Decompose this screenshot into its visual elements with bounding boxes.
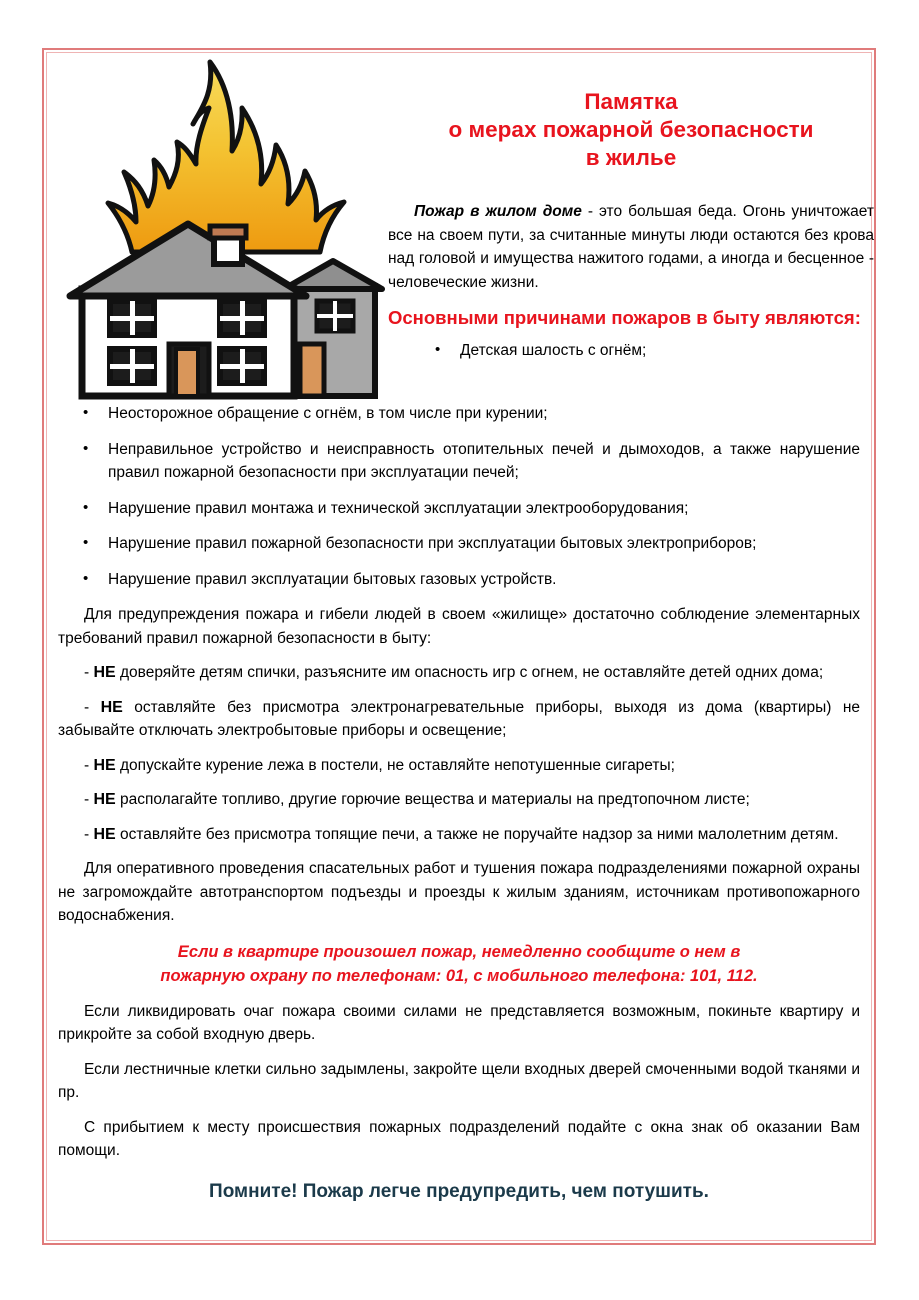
emergency-line-1: Если в квартире произошел пожар, немедленно сообщите о нем в: [177, 942, 741, 961]
intro-rest: - это большая беда. Огонь уничтожает все на своем пути, за считанные минуты люди остаются без крова над головой и имущества нажитого годами, а иногда и бесценное - человеческие жизни.: [388, 203, 874, 291]
list-item: • Неосторожное обращение с огнём, в том числе при курении;: [58, 402, 860, 426]
remember-slogan: Помните! Пожар легче предупредить, чем потушить.: [209, 1180, 709, 1202]
ne-item-4: - НЕ располагайте топливо, другие горючие вещества и материалы на предтопочном листе;: [84, 791, 750, 808]
emergency-text-a: пожарную охрану по телефонам:: [160, 966, 446, 985]
emergency-phone-mobile: 101, 112: [690, 966, 754, 985]
ne-text: располагайте топливо, другие горючие вещества и материалы на предтопочном листе;: [115, 791, 750, 808]
causes-list-first: [388, 339, 874, 363]
emergency-line-2: [58, 964, 860, 988]
emergency-callout: [58, 940, 860, 988]
ne-item-2: - НЕ оставляйте без присмотра электронагревательные приборы, выходя из дома (квартиры) не забывайте отключать электробытовые приборы и освещение;: [58, 698, 861, 739]
access-paragraph: Для оперативного проведения спасательных работ и тушения пожара подразделениями пожарной охраны не загромождайте автотранспортом подъезды и проезды к жилым зданиям, источникам противопожарного водоснабжения.: [58, 860, 860, 924]
title-line-1: Памятка: [584, 89, 678, 114]
ne-text: оставляйте без присмотра топящие печи, а также не поручайте надзор за ними малолетним детям.: [115, 825, 839, 843]
ne-item-1: - НЕ доверяйте детям спички, разъясните им опасность игр с огнем, не оставляйте детей одних дома;: [84, 664, 824, 681]
ne-label: НЕ: [93, 756, 116, 774]
list-item: • Детская шалость с огнём;: [388, 339, 874, 363]
ne-text: допускайте курение лежа в постели, не оставляйте непотушенные сигареты;: [115, 756, 675, 774]
prevention-intro-paragraph: Для предупреждения пожара и гибели людей в своем «жилище» достаточно соблюдение элементарных требований правил пожарной безопасности в быту:: [58, 606, 860, 647]
after-paragraph-3: С прибытием к месту происшествия пожарных подразделений подайте с окна знак об оказании Вам помощи.: [58, 1118, 860, 1159]
house-front-door: [169, 344, 209, 396]
body-block: [58, 603, 860, 1205]
top-region: [58, 56, 874, 402]
ne-label: НЕ: [100, 698, 123, 716]
list-item: • Неправильное устройство и неисправность отопительных печей и дымоходов, а также нарушение правил пожарной безопасности при эксплуатации печей;: [58, 438, 860, 485]
causes-heading: Основными причинами пожаров в быту являются:: [388, 307, 861, 328]
list-item: • Нарушение правил эксплуатации бытовых газовых устройств.: [58, 568, 860, 592]
title-line-3: в жилье: [585, 145, 677, 170]
ne-item-3: - НЕ допускайте курение лежа в постели, не оставляйте непотушенные сигареты;: [84, 756, 675, 774]
house-annex: [284, 261, 382, 396]
poster-inner: [44, 50, 874, 1243]
ne-text: доверяйте детям спички, разъясните им опасность игр с огнем, не оставляйте детей одних дома;: [115, 664, 824, 681]
first-bullet-wrap: [388, 339, 874, 363]
title-line-2: о мерах пожарной безопасности: [448, 117, 814, 142]
ne-label: НЕ: [93, 791, 116, 808]
ne-label: НЕ: [93, 664, 116, 681]
causes-list-rest: [58, 402, 860, 591]
ne-label: НЕ: [93, 825, 116, 843]
ne-item-5: - НЕ оставляйте без присмотра топящие печи, а также не поручайте надзор за ними малолетним детям.: [84, 825, 839, 843]
page-title: [388, 88, 874, 172]
list-item: • Нарушение правил монтажа и технической эксплуатации электрооборудования;: [58, 497, 860, 521]
intro-paragraph: [388, 200, 874, 294]
list-item: • Нарушение правил пожарной безопасности при эксплуатации бытовых электроприборов;: [58, 532, 860, 556]
emergency-phone-primary: 01: [445, 966, 465, 985]
intro-lead: Пожар в жилом доме: [414, 203, 582, 220]
burning-house-illustration: [62, 56, 392, 402]
emergency-text-b: , с мобильного телефона:: [464, 966, 691, 985]
ne-text: оставляйте без присмотра электронагревательные приборы, выходя из дома (квартиры) не забывайте отключать электробытовые приборы и освещение;: [58, 698, 861, 739]
poster-frame: [42, 48, 876, 1245]
header-column: [388, 56, 874, 375]
after-paragraph-1: Если ликвидировать очаг пожара своими силами не представляется возможным, покиньте квартиру и прикройте за собой входную дверь.: [58, 1002, 860, 1043]
emergency-text-c: .: [753, 966, 758, 985]
after-paragraph-2: Если лестничные клетки сильно задымлены, закройте щели входных дверей смоченными водой тканями и пр.: [58, 1060, 860, 1101]
